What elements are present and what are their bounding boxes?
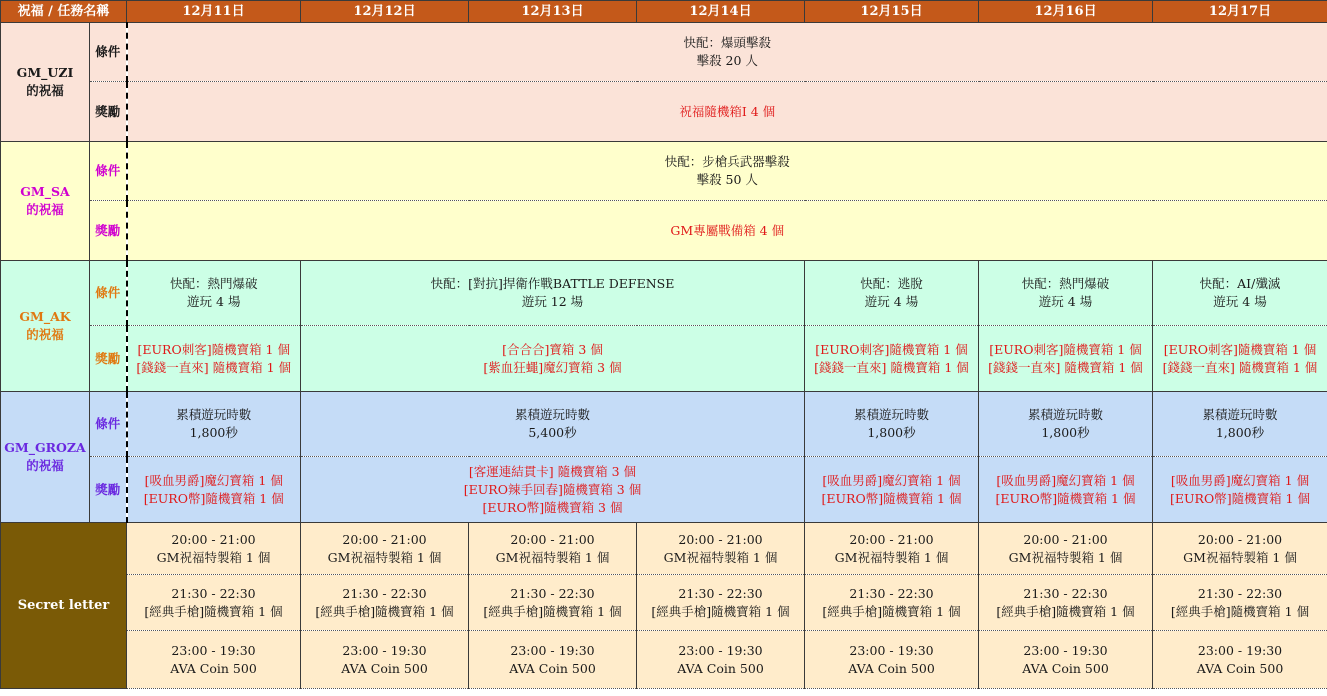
uzi-condition-row <box>1 23 1327 82</box>
secret-slot: 20:00 - 21:00 GM祝福特製箱 1 個 <box>637 523 805 575</box>
ak-condition-cell: 快配：[對抗]捍衛作戰BATTLE DEFENSE 遊玩 12 場 <box>301 261 805 326</box>
secret-slot: 20:00 - 21:00 GM祝福特製箱 1 個 <box>805 523 979 575</box>
ak-condition-cell: 快配：熱門爆破 遊玩 4 場 <box>127 261 301 326</box>
ak-reward-cell: [EURO刺客]隨機寶箱 1 個 [錢錢一直來] 隨機寶箱 1 個 <box>127 326 301 392</box>
sa-name: GM_SA 的祝福 <box>1 142 90 261</box>
secret-slot: 23:00 - 19:30 AVA Coin 500 <box>637 631 805 689</box>
sa-condition-row <box>1 142 1327 201</box>
ak-reward-cell: [EURO刺客]隨機寶箱 1 個 [錢錢一直來] 隨機寶箱 1 個 <box>805 326 979 392</box>
groza-condition-cell: 累積遊玩時數 1,800秒 <box>805 392 979 457</box>
groza-name: GM_GROZA 的祝福 <box>1 392 90 523</box>
uzi-condition: 快配：爆頭擊殺 擊殺 20 人 <box>127 23 1327 82</box>
secret-slot: 21:30 - 22:30 [經典手槍]隨機寶箱 1 個 <box>805 575 979 631</box>
secret-row-1 <box>1 523 1327 575</box>
secret-slot: 21:30 - 22:30 [經典手槍]隨機寶箱 1 個 <box>127 575 301 631</box>
secret-slot: 21:30 - 22:30 [經典手槍]隨機寶箱 1 個 <box>1153 575 1327 631</box>
sa-reward: GM專屬戰備箱 4 個 <box>127 201 1327 261</box>
secret-slot: 21:30 - 22:30 [經典手槍]隨機寶箱 1 個 <box>301 575 469 631</box>
ak-reward-row <box>1 326 1327 392</box>
groza-reward-label: 獎勵 <box>90 457 127 523</box>
ak-condition-row <box>1 261 1327 326</box>
secret-slot: 23:00 - 19:30 AVA Coin 500 <box>805 631 979 689</box>
header-corner: 祝福 / 任務名稱 <box>1 1 127 23</box>
sa-reward-row <box>1 201 1327 261</box>
secret-slot: 23:00 - 19:30 AVA Coin 500 <box>979 631 1153 689</box>
ak-condition-cell: 快配：AI/殲滅 遊玩 4 場 <box>1153 261 1327 326</box>
ak-condition-cell: 快配：熱門爆破 遊玩 4 場 <box>979 261 1153 326</box>
secret-slot: 20:00 - 21:00 GM祝福特製箱 1 個 <box>469 523 637 575</box>
ak-reward-cell: [合合合]寶箱 3 個 [紫血狂蠅]魔幻寶箱 3 個 <box>301 326 805 392</box>
secret-slot: 20:00 - 21:00 GM祝福特製箱 1 個 <box>979 523 1153 575</box>
groza-reward-cell: [吸血男爵]魔幻寶箱 1 個 [EURO幣]隨機寶箱 1 個 <box>805 457 979 523</box>
date-header: 12月14日 <box>637 1 805 23</box>
ak-condition-label: 條件 <box>90 261 127 326</box>
sa-condition-label: 條件 <box>90 142 127 201</box>
secret-slot: 21:30 - 22:30 [經典手槍]隨機寶箱 1 個 <box>979 575 1153 631</box>
secret-letter-name: Secret letter <box>1 523 127 689</box>
groza-condition-row <box>1 392 1327 457</box>
secret-slot: 23:00 - 19:30 AVA Coin 500 <box>127 631 301 689</box>
groza-reward-row <box>1 457 1327 523</box>
ak-condition-cell: 快配：逃脫 遊玩 4 場 <box>805 261 979 326</box>
groza-condition-cell: 累積遊玩時數 1,800秒 <box>127 392 301 457</box>
secret-slot: 21:30 - 22:30 [經典手槍]隨機寶箱 1 個 <box>637 575 805 631</box>
secret-slot: 20:00 - 21:00 GM祝福特製箱 1 個 <box>127 523 301 575</box>
date-header: 12月17日 <box>1153 1 1327 23</box>
secret-row-3 <box>1 631 1327 689</box>
sa-condition: 快配：步槍兵武器擊殺 擊殺 50 人 <box>127 142 1327 201</box>
secret-slot: 20:00 - 21:00 GM祝福特製箱 1 個 <box>301 523 469 575</box>
secret-slot: 21:30 - 22:30 [經典手槍]隨機寶箱 1 個 <box>469 575 637 631</box>
groza-condition-cell: 累積遊玩時數 5,400秒 <box>301 392 805 457</box>
groza-reward-cell: [吸血男爵]魔幻寶箱 1 個 [EURO幣]隨機寶箱 1 個 <box>979 457 1153 523</box>
secret-slot: 23:00 - 19:30 AVA Coin 500 <box>1153 631 1327 689</box>
date-header: 12月12日 <box>301 1 469 23</box>
secret-row-2 <box>1 575 1327 631</box>
date-header: 12月16日 <box>979 1 1153 23</box>
ak-name: GM_AK 的祝福 <box>1 261 90 392</box>
uzi-name: GM_UZI 的祝福 <box>1 23 90 142</box>
groza-reward-cell: [吸血男爵]魔幻寶箱 1 個 [EURO幣]隨機寶箱 1 個 <box>1153 457 1327 523</box>
groza-reward-cell: [吸血男爵]魔幻寶箱 1 個 [EURO幣]隨機寶箱 1 個 <box>127 457 301 523</box>
uzi-reward: 祝福隨機箱I 4 個 <box>127 82 1327 142</box>
uzi-reward-row <box>1 82 1327 142</box>
uzi-reward-label: 獎勵 <box>90 82 127 142</box>
date-header: 12月13日 <box>469 1 637 23</box>
secret-slot: 23:00 - 19:30 AVA Coin 500 <box>469 631 637 689</box>
groza-reward-cell: [客運連結貫卡] 隨機寶箱 3 個 [EURO辣手回春]隨機寶箱 3 個 [EURO幣]隨機寶箱 3 個 <box>301 457 805 523</box>
header-row <box>1 1 1327 23</box>
secret-slot: 23:00 - 19:30 AVA Coin 500 <box>301 631 469 689</box>
secret-slot: 20:00 - 21:00 GM祝福特製箱 1 個 <box>1153 523 1327 575</box>
ak-reward-label: 獎勵 <box>90 326 127 392</box>
date-header: 12月11日 <box>127 1 301 23</box>
sa-reward-label: 獎勵 <box>90 201 127 261</box>
groza-condition-cell: 累積遊玩時數 1,800秒 <box>979 392 1153 457</box>
uzi-condition-label: 條件 <box>90 23 127 82</box>
ak-reward-cell: [EURO刺客]隨機寶箱 1 個 [錢錢一直來] 隨機寶箱 1 個 <box>979 326 1153 392</box>
groza-condition-cell: 累積遊玩時數 1,800秒 <box>1153 392 1327 457</box>
date-header: 12月15日 <box>805 1 979 23</box>
groza-condition-label: 條件 <box>90 392 127 457</box>
ak-reward-cell: [EURO刺客]隨機寶箱 1 個 [錢錢一直來] 隨機寶箱 1 個 <box>1153 326 1327 392</box>
